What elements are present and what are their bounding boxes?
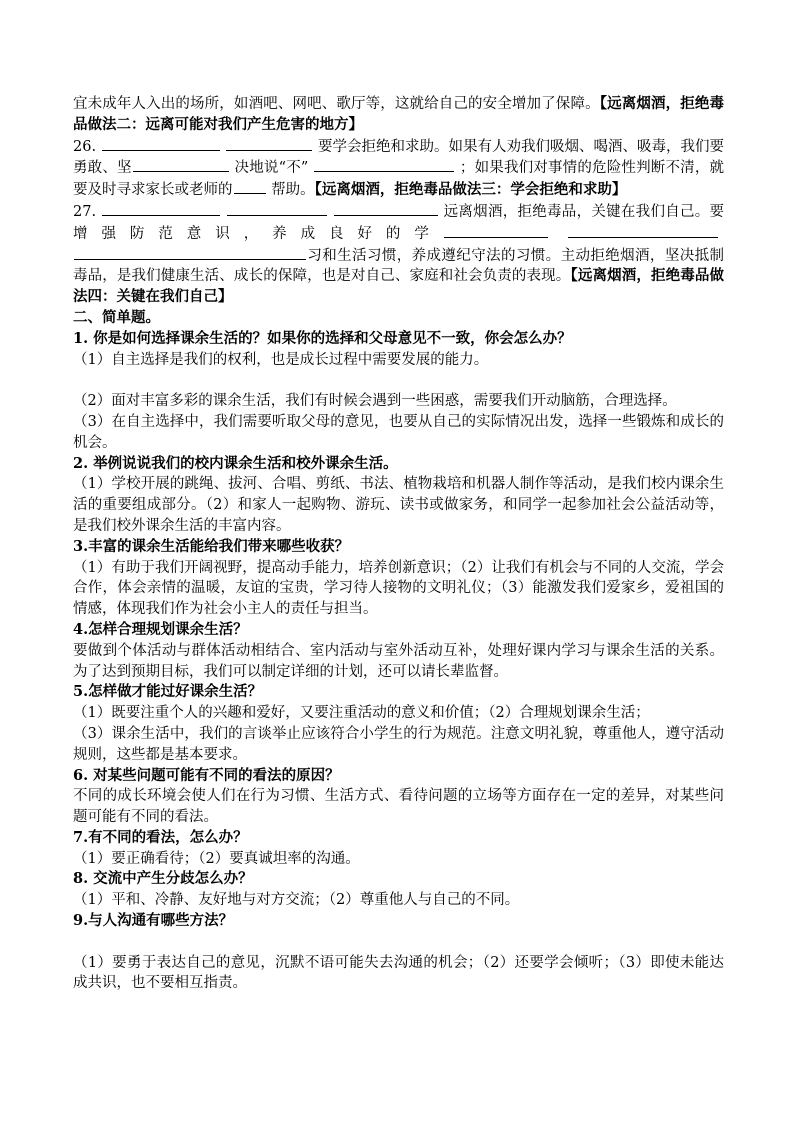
q26-bold-note: 【远离烟酒，拒绝毒品做法三：学会拒绝和求助】 [314, 181, 627, 199]
answer-9: （1）要勇于表达自己的意见，沉默不语可能失去沟通的机会；（2）还要学会倾听；（3）即使未能达成共识，也不要相互指责。 [73, 954, 724, 992]
answer-5-line-1: （1）既要注重个人的兴趣和爱好，又要注重活动的意义和价值；（2）合理规划课余生活； [73, 705, 650, 722]
question-6-title: 6. 对某些问题可能有不同的看法的原因？ [73, 766, 340, 784]
answer-1-line-1: （1）自主选择是我们的权利，也是成长过程中需要发展的能力。 [73, 351, 489, 368]
question-5-title: 5.怎样做才能过好课余生活？ [73, 683, 263, 701]
q27-text-1: 远离烟酒，拒绝毒品，关键在我们自己。要增强防范意识，养成良好的学 [73, 203, 725, 242]
q26-blank-2 [226, 136, 312, 151]
answer-8: （1）平和、冷静、友好地与对方交流；（2）尊重他人与自己的不同。 [73, 892, 520, 909]
answer-1-line-2: （2）面对丰富多彩的课余生活，我们有时候会遇到一些困惑，需要我们开动脑筋，合理选择。 [73, 393, 677, 410]
question-9-title: 9.与人沟通有哪些方法？ [73, 912, 234, 930]
answer-3: （1）有助于我们开阔视野，提高动手能力，培养创新意识；（2）让我们有机会与不同的人交流，学会合作，体会亲情的温暖，友谊的宝贵，学习待人接物的文明礼仪；（3）能激发我们爱家乡，爱祖国的情感，体现我们作为社会小主人的责任与担当。 [73, 559, 724, 618]
q26-text-1: 要学会拒绝和求助。如果有人劝我们吸烟、喝酒、吸毒，我们要勇敢、坚 [73, 138, 725, 177]
q27-blank-6 [74, 245, 306, 260]
question-7-title: 7.有不同的看法，怎么办？ [73, 828, 248, 846]
question-2-title: 2. 举例说说我们的校内课余生活和校外课余生活。 [73, 454, 398, 472]
q26-text-3: ；如果我们对事情的危险性判断不清，就要及时寻求家长或老师的 [73, 160, 725, 199]
intro-paragraph [73, 94, 724, 136]
q27-blank-4 [444, 223, 548, 238]
q26-blank-3 [133, 157, 229, 172]
question-27 [73, 201, 724, 308]
qa-list [73, 329, 724, 995]
q26-number: 26. [73, 138, 97, 155]
answer-5-line-2: （3）课余生活中，我们的言谈举止应该符合小学生的行为规范。注意文明礼貌，尊重他人，遵守活动规则，这些都是基本要求。 [73, 725, 724, 763]
q26-blank-4 [314, 157, 454, 172]
answer-2: （1）学校开展的跳绳、拔河、合唱、剪纸、书法、植物栽培和机器人制作等活动，是我们校内课余生活的重要组成部分。（2）和家人一起购物、游玩、读书或做家务，和同学一起参加社会公益活动等，是我们校外课余生活的丰富内容。 [73, 476, 724, 534]
question-3-title: 3.丰富的课余生活能给我们带来哪些收获？ [73, 537, 350, 555]
section-heading: 二、简单题。 [73, 308, 160, 326]
q27-number: 27. [73, 203, 97, 220]
q27-blank-2 [227, 201, 327, 216]
question-4-title: 4.怎样合理规划课余生活？ [73, 620, 248, 638]
q26-text-2: 决地说“不” [234, 160, 309, 177]
answer-1-line-3: （3）在自主选择中，我们需要听取父母的意见，也要从自己的实际情况出发，选择一些锻炼和成长的机会。 [73, 413, 724, 451]
q26-blank-5 [234, 179, 266, 194]
q27-blank-5 [568, 223, 718, 238]
q27-text-2: 习和生活习惯，养成遵纪守法的习惯。主动拒绝烟酒，坚决抵制毒品，是我们健康生活、成长的保障，也是对自己、家庭和社会负责的表现。 [73, 247, 724, 285]
intro-text: 宜未成年人入出的场所，如酒吧、网吧、歌厅等，这就给自己的安全增加了保障。 [73, 96, 600, 112]
q27-bold-note: 【远离烟酒，拒绝毒品做法四：关键在我们自己】 [73, 267, 725, 306]
q27-blank-3 [334, 201, 438, 216]
answer-4: 要做到个体活动与群体活动相结合、室内活动与室外活动互补，处理好课内学习与课余生活的关系。为了达到预期目标，我们可以制定详细的计划，还可以请长辈监督。 [73, 642, 724, 680]
q26-text-4: 帮助。 [271, 182, 315, 199]
q26-blank-1 [102, 136, 220, 151]
intro-bold-note: 【远离烟酒，拒绝毒品做法二：远离可能对我们产生危害的地方】 [73, 95, 724, 133]
answer-7: （1）要正确看待；（2）要真诚坦率的沟通。 [73, 850, 360, 867]
answer-1-spacer [73, 370, 724, 391]
question-26 [73, 136, 724, 201]
question-1-title: 1. 你是如何选择课余生活的？如果你的选择和父母意见不一致，你会怎么办？ [73, 329, 572, 347]
answer-6: 不同的成长环境会使人们在行为习惯、生活方式、看待问题的立场等方面存在一定的差异，对某些问题可能有不同的看法。 [73, 788, 724, 826]
q27-blank-1 [102, 201, 220, 216]
answer-9-spacer [73, 932, 724, 953]
question-8-title: 8. 交流中产生分歧怎么办？ [73, 870, 253, 888]
